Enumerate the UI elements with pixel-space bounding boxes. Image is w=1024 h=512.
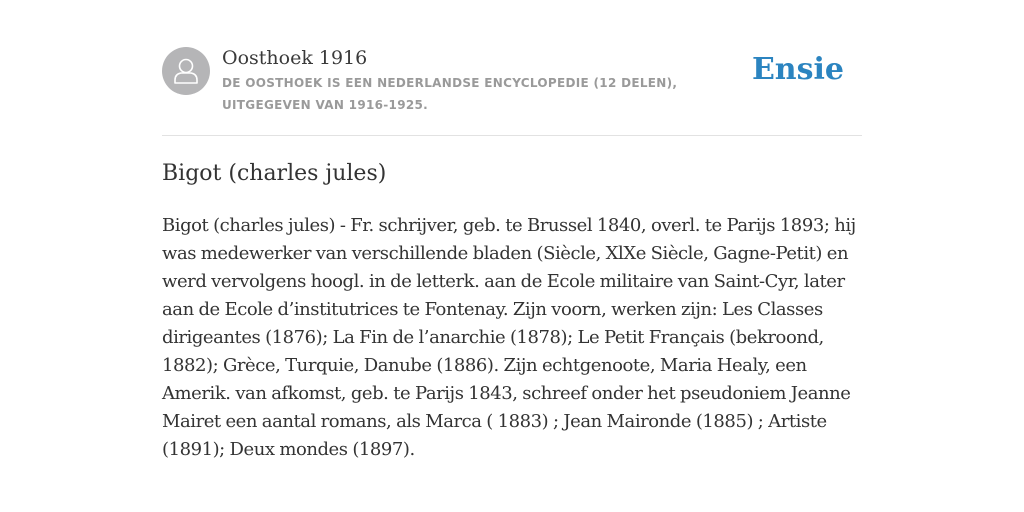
source-description: DE OOSTHOEK IS EEN NEDERLANDSE ENCYCLOPEDIE (12 DELEN), UITGEGEVEN VAN 1916-1925. — [222, 76, 678, 112]
user-avatar-icon[interactable] — [162, 47, 210, 95]
source-header — [162, 44, 862, 136]
source-title[interactable]: Oosthoek 1916 — [222, 47, 368, 69]
entry-body: Bigot (charles jules) - Fr. schrijver, geb. te Brussel 1840, overl. te Parijs 1893; hij was medewerker van verschillende bladen (Siècle, XlXe Siècle, Gagne-Petit) en werd vervolgens hoogl. in de letterk. aan de Ecole militaire van Saint-Cyr, later aan de Ecole d’institutrices te Fontenay. Zijn voorn, werken zijn: Les Classes dirigeantes (1876); La Fin de l’anarchie (1878); Le Petit Français (bekroond, 1882); Grèce, Turquie, Danube (1886). Zijn echtgenoote, Maria Healy, een Amerik. van afkomst, geb. te Parijs 1843, schreef onder het pseudoniem Jeanne Mairet een aantal romans, als Marca ( 1883) ; Jean Maironde (1885) ; Artiste (1891); Deux mondes (1897). — [162, 215, 856, 460]
entry-title: Bigot (charles jules) — [162, 161, 387, 186]
ensie-logo[interactable]: Ensie — [751, 52, 844, 87]
